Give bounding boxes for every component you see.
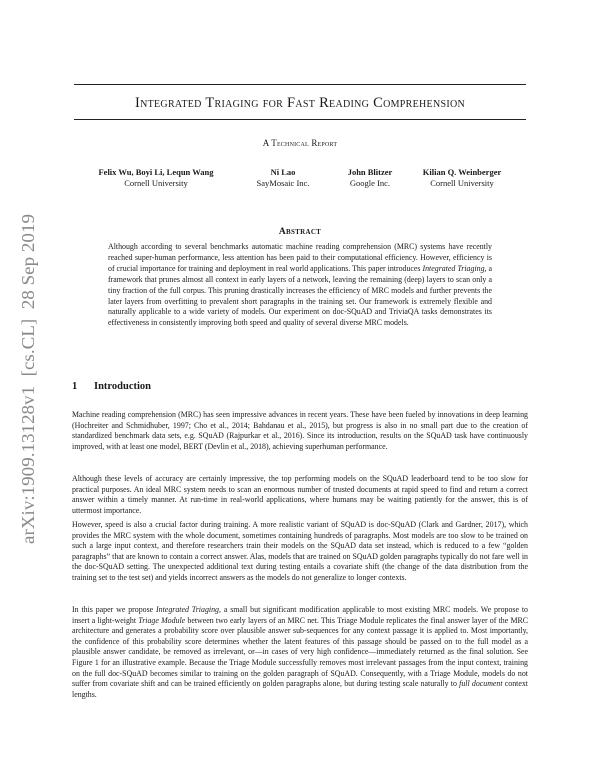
intro-paragraph-2: Although these levels of accuracy are certainly impressive, the top performing models on the SQuAD leaderboard tend to be too slow for practical purposes. An ideal MRC system needs to scan an enormous number of trusted documents at rapid speed to find and return a correct answer within a timely manner. At run-time in real-world applications, where humans may be waiting patiently for the answer, this is of uttermost importance. bbox=[72, 474, 528, 515]
intro-paragraph-3: However, speed is also a crucial factor during training. A more realistic variant of SQuAD is doc-SQuAD (Clark and Gardner, 2017), which provides the MRC system with the whole document, sometimes containing hundreds of paragraphs. Most models are too slow to be trained on such a large input context, and therefore researchers train their models on the SQuAD data set instead, which is reduced to a few “golden paragraphs” that are known to contain a correct answer. Alas, models that are trained on SQuAD golden paragraphs typically do not fare well in the doc-SQuAD setting. The unexpected additional text during testing entails a covariate shift (the change of the data distribution from the training set to the test set) and yields incorrect answers as the models do not generalize to longer contexts. bbox=[72, 520, 528, 582]
section-title: Introduction bbox=[94, 381, 151, 392]
author-names: Felix Wu, Boyi Li, Lequn Wang bbox=[98, 167, 214, 177]
para-emphasis: Triage Module bbox=[138, 615, 186, 625]
abstract-text: Although according to several benchmarks automatic machine reading comprehension (MRC) systems have recently reached super-human performance, less attention has been paid to their computational efficiency. However, efficiency is of crucial importance for training and deployment in real world applications. This paper introduces bbox=[108, 242, 492, 273]
author-affiliation: Cornell University bbox=[430, 178, 494, 188]
intro-paragraph-4 bbox=[72, 605, 528, 700]
author-names: Kilian Q. Weinberger bbox=[422, 167, 502, 177]
paper-title bbox=[60, 92, 540, 112]
paper-title-label: Integrated Triaging for Fast Reading Comprehension bbox=[134, 95, 466, 111]
para-text: between two early layers of an MRC net. This Triage Module replicates the final answer layer of the MRC architecture and generates a probability score over plausible answer sub-sequences for any context passage it is applied to. Most importantly, the confidence of this probability score determines whether the latent features of this passage should be passed on to the full model as a plausible answer candidate, be removed as irrelevant, or—in cases of very high confidence—immediately returned as the final solution. See Figure 1 for an illustrative example. Because the Triage Module successfully removes most irrelevant passages from the input context, training on the full doc-SQuAD becomes similar to training on the golden paragraph of SQuAD. Consequently, with a Triage Module, models do not suffer from covariate shift and can be trained efficiently on golden paragraphs alone, but during testing scale naturally to bbox=[72, 615, 528, 689]
author-affiliation: Cornell University bbox=[124, 178, 188, 188]
intro-paragraph-1: Machine reading comprehension (MRC) has seen impressive advances in recent years. These have been fueled by innovations in deep learning (Hochreiter and Schmidhuber, 1997; Cho et al., 2014; Bahdanau et al., 2015), but progress is also in no small part due to the creation of standardized benchmark data sets, e.g. SQuAD (Rajpurkar et al., 2016). Since its introduction, results on the SQuAD task have continuously improved, with at least one model, BERT (Devlin et al., 2018), achieving superhuman performance. bbox=[72, 410, 528, 451]
abstract-text-cont: , a framework that prunes almost all context in early layers of a network, leaving the remaining (deep) layers to scan only a tiny fraction of the full corpus. This pruning drastically increases the efficiency of MRC models and further prevents the later layers from overfitting to prevalent short paragraphs in the training set. Our framework is extremely flexible and naturally applicable to a wide variety of models. Our experiment on doc-SQuAD and TriviaQA tasks demonstrates its effectiveness in consistently improving both speed and quality of several diverse MRC models. bbox=[108, 263, 492, 328]
section-number: 1 bbox=[72, 381, 78, 392]
author-affiliation: Google Inc. bbox=[349, 178, 391, 188]
author-affiliation: SayMosaic Inc. bbox=[256, 178, 310, 188]
para-text: , a small but significant modification applicable to most existing MRC models. We propose to insert a light-weight bbox=[72, 605, 528, 625]
paper-title-text bbox=[60, 92, 540, 112]
abstract-emphasis: Integrated Triaging bbox=[422, 263, 485, 273]
title-top-rule bbox=[74, 84, 526, 85]
author-group-4 bbox=[400, 167, 524, 189]
abstract-heading-text: Abstract bbox=[278, 227, 322, 237]
para-text: In this paper we propose bbox=[72, 605, 157, 614]
abstract-body bbox=[108, 242, 492, 329]
para-text: context lengths. bbox=[72, 679, 528, 699]
para-emphasis: Integrated Triaging bbox=[156, 605, 219, 614]
author-group-1 bbox=[82, 167, 230, 189]
author-names: John Blitzer bbox=[347, 167, 393, 177]
author-names: Ni Lao bbox=[270, 167, 296, 177]
para-emphasis: full document bbox=[459, 679, 503, 689]
paper-subtitle bbox=[60, 138, 540, 148]
arxiv-stamp bbox=[16, 214, 40, 544]
abstract-heading bbox=[60, 227, 540, 237]
arxiv-stamp-text: arXiv:1909.13128v1 [cs.CL] 28 Sep 2019 bbox=[18, 240, 38, 544]
section-heading bbox=[72, 381, 151, 392]
title-bottom-rule bbox=[74, 119, 526, 120]
author-block bbox=[0, 167, 600, 197]
paper-subtitle-text: A Technical Report bbox=[262, 138, 338, 148]
